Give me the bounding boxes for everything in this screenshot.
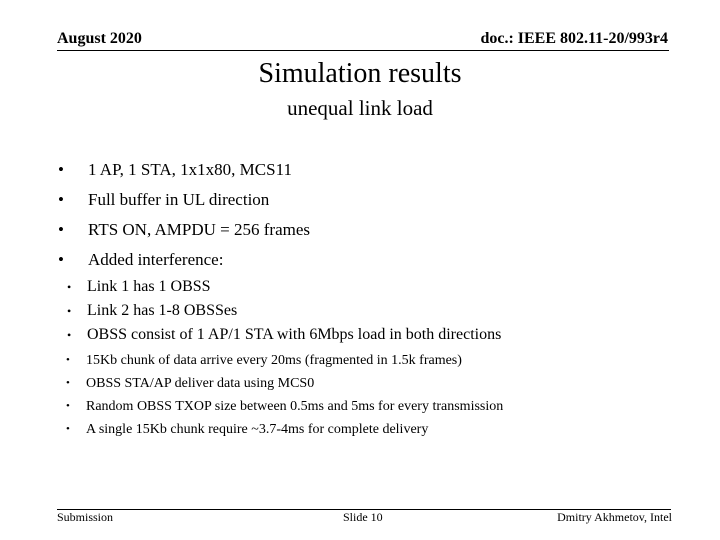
bullet-icon: • [58,250,64,269]
bullet-text: 15Kb chunk of data arrive every 20ms (fragmented in 1.5k frames) [86,353,462,368]
list-item [55,155,675,185]
bullet-icon: • [58,220,64,239]
bullet-text: Added interference: [88,250,224,269]
header-divider [57,50,669,51]
bullet-icon: • [66,377,70,389]
list-item [0,372,675,395]
slide-subtitle: unequal link load [287,96,433,120]
bullet-text: 1 AP, 1 STA, 1x1x80, MCS11 [88,160,292,179]
bullet-text: Random OBSS TXOP size between 0.5ms and 5ms for every transmission [86,399,504,414]
bullet-text: A single 15Kb chunk require ~3.7-4ms for complete delivery [86,422,429,437]
bullet-icon: • [67,328,72,342]
slide-title: Simulation results [258,58,462,89]
footer-slide-number: Slide 10 [343,510,383,524]
bullet-icon: • [67,280,72,294]
header-date: August 2020 [57,30,142,47]
bullet-icon: • [67,304,72,318]
bullet-icon: • [66,423,70,435]
list-item [22,299,675,323]
list-item [0,418,675,441]
list-item [22,275,675,299]
list-item [0,395,675,418]
footer-author: Dmitry Akhmetov, Intel [557,510,672,524]
footer-submission: Submission [57,510,114,524]
bullet-icon: • [58,190,64,209]
level2-list [22,275,675,347]
list-item [55,245,675,275]
bullet-icon: • [66,400,70,412]
list-item [55,185,675,215]
bullet-list [55,155,675,441]
bullet-text: OBSS STA/AP deliver data using MCS0 [86,376,315,391]
bullet-icon: • [58,160,64,179]
bullet-text: Link 2 has 1-8 OBSSes [87,302,238,319]
bullet-text: RTS ON, AMPDU = 256 frames [88,220,311,239]
list-item [0,349,675,372]
bullet-icon: • [66,354,70,366]
bullet-text: Full buffer in UL direction [88,190,270,209]
bullet-text: Link 1 has 1 OBSS [87,278,211,295]
list-item [55,215,675,245]
list-item [22,323,675,347]
level3-list [0,349,675,441]
level1-list [55,155,675,275]
bullet-text: OBSS consist of 1 AP/1 STA with 6Mbps load in both directions [87,326,502,343]
header-doc-id: doc.: IEEE 802.11-20/993r4 [480,30,668,47]
